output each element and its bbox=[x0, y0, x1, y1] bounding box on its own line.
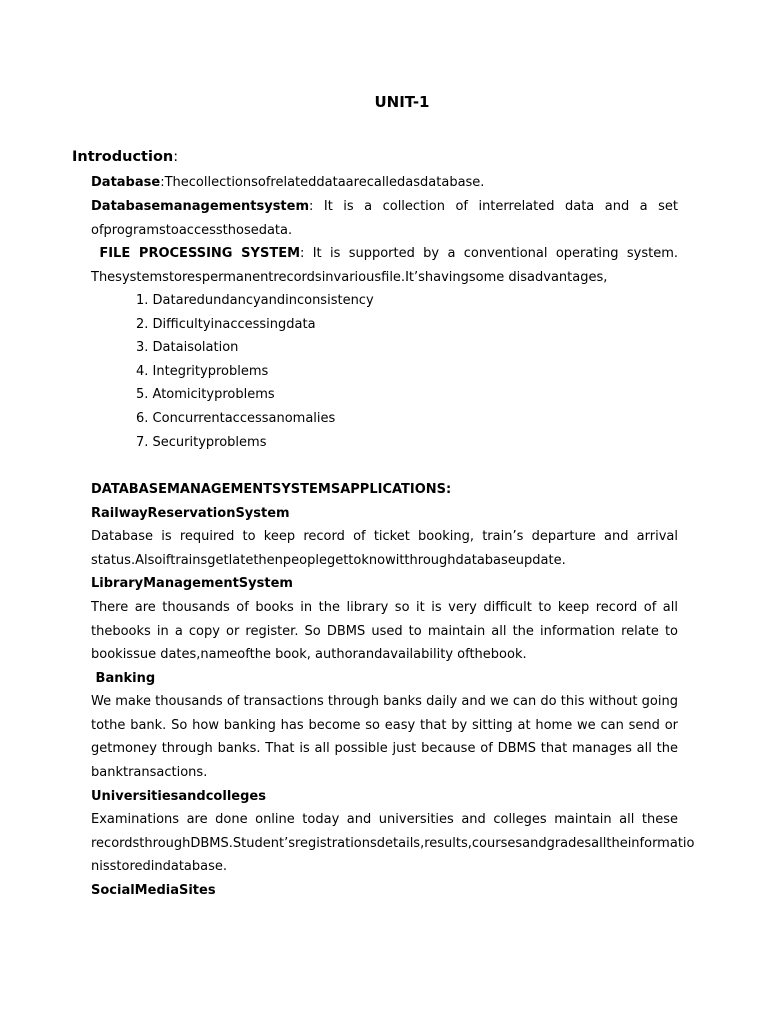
list-item: 3. Dataisolation bbox=[136, 340, 239, 356]
list-item: 7. Securityproblems bbox=[136, 434, 267, 450]
page-title: UNIT-1 bbox=[374, 93, 430, 111]
intro-colon: : bbox=[173, 149, 179, 165]
banking-heading bbox=[91, 667, 678, 691]
social-heading: SocialMediaSites bbox=[91, 883, 216, 898]
railway-text: Database is required to keep record of ticket booking, train’s departure and arrival status.Alsoiftrainsgetlatethenpeoplegettoknowitthroughdatabaseupdate. bbox=[91, 529, 678, 568]
list-item: 1. Dataredundancyandinconsistency bbox=[136, 293, 374, 308]
database-term: Database bbox=[91, 175, 161, 190]
disadvantages-list bbox=[136, 289, 374, 454]
list-item: 5. Atomicityproblems bbox=[136, 387, 275, 403]
fps-term: FILE PROCESSING SYSTEM bbox=[99, 246, 301, 261]
database-text: :Thecollectionsofrelateddataarecalledasdatabase. bbox=[160, 175, 485, 190]
banking-heading-text: Banking bbox=[95, 671, 156, 686]
list-item: 2. Difficultyinaccessingdata bbox=[136, 316, 316, 332]
dbms-text: : It is a collection of interrelated data and a set ofprogramstoaccessthosedata. bbox=[91, 199, 678, 238]
list-item: 4. Integrityproblems bbox=[136, 363, 269, 379]
banking-text: We make thousands of transactions through banks daily and we can do this without going tothe bank. So how banking has become so easy that by sitting at home we can send or getmoney through banks. That is all possible just because of DBMS that manages all the banktransactions. bbox=[91, 694, 678, 780]
universities-heading: Universitiesandcolleges bbox=[91, 789, 266, 804]
library-text: There are thousands of books in the library so it is very difficult to keep record of all thebooks in a copy or register. So DBMS used to maintain all the information relate to bookissue dates,nameofthe book, authorandavailability ofthebook. bbox=[91, 600, 678, 663]
list-item: 6. Concurrentaccessanomalies bbox=[136, 410, 336, 426]
fps-text: : It is supported by a conventional operating system. Thesystemstorespermanentrecordsinvariousfile.It’shavingsome disadvantages, bbox=[91, 246, 678, 285]
intro-heading: Introduction bbox=[72, 149, 174, 165]
database-definition bbox=[91, 171, 678, 195]
railway-heading: RailwayReservationSystem bbox=[91, 506, 290, 521]
applications-heading: DATABASEMANAGEMENTSYSTEMSAPPLICATIONS: bbox=[91, 482, 452, 497]
intro-heading-line bbox=[72, 149, 178, 165]
universities-text: Examinations are done online today and universities and colleges maintain all these recordsthroughDBMS.Student’sregistrationsdetails,results,coursesandgradesalltheinformatio nisstoredindatabase. bbox=[91, 812, 695, 875]
fps-definition bbox=[91, 242, 678, 289]
library-heading: LibraryManagementSystem bbox=[91, 576, 293, 591]
dbms-term: Databasemanagementsystem bbox=[91, 199, 310, 214]
dbms-definition bbox=[91, 195, 678, 242]
